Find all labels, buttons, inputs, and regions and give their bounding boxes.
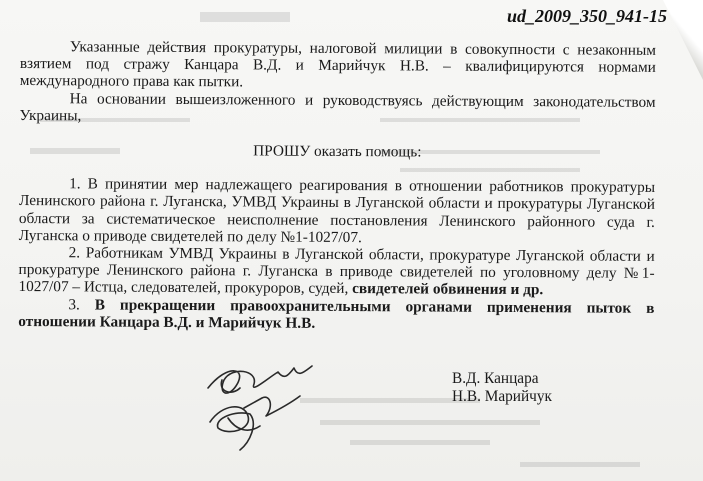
request-item-3-bold: В прекращении правоохранительными органами применения пыток в отношении Канцара В.Д. и Марийчук Н.В.	[18, 296, 655, 332]
signatories	[452, 370, 552, 406]
letter-body	[18, 38, 656, 334]
handwritten-signatures	[188, 358, 328, 458]
signer-1: В.Д. Канцара	[452, 370, 539, 387]
request-item-2	[18, 244, 654, 299]
paragraph-actions-qualification: Указанные действия прокуратуры, налоговой милиции в совокупности с незаконным взятием под стражу Канцара В.Д. и Марийчук Н.В. – квалифицируются нормами международного права как пытки.	[19, 38, 656, 91]
page-corner-fold	[663, 0, 703, 80]
document-id-stamp: ud_2009_350_941-15	[506, 6, 667, 26]
request-item-3-number: 3.	[68, 295, 95, 314]
request-item-2-bold: свидетелей обвинения и др.	[352, 280, 544, 299]
request-item-2-text: 2. Работникам УМВД Украины в Луганской области, прокуратуре Луганской области и прокуратуре Ленинского района г. Луганска в приводе свидетелей по уголовному делу №1-1027/07 – Истца, следователей, прокуроров, судей,	[18, 244, 655, 298]
request-heading: ПРОШУ оказать помощь:	[253, 142, 422, 161]
request-item-3	[18, 296, 654, 334]
paragraph-legal-basis: На основании вышеизложенного и руководствуясь действующим законодательством Украины,	[19, 89, 656, 125]
request-item-1: 1. В принятии мер надлежащего реагирования в отношении работников прокуратуры Ленинского района г. Луганска, УМВД Украины в Луганской области и прокуратуры Луганской области за систематическое неисполнение постановления Ленинского районного суда г. Луганска о приводе свидетелей по делу №1-1027/07.	[18, 175, 656, 246]
signer-2: Н.В. Марийчук	[452, 388, 552, 405]
